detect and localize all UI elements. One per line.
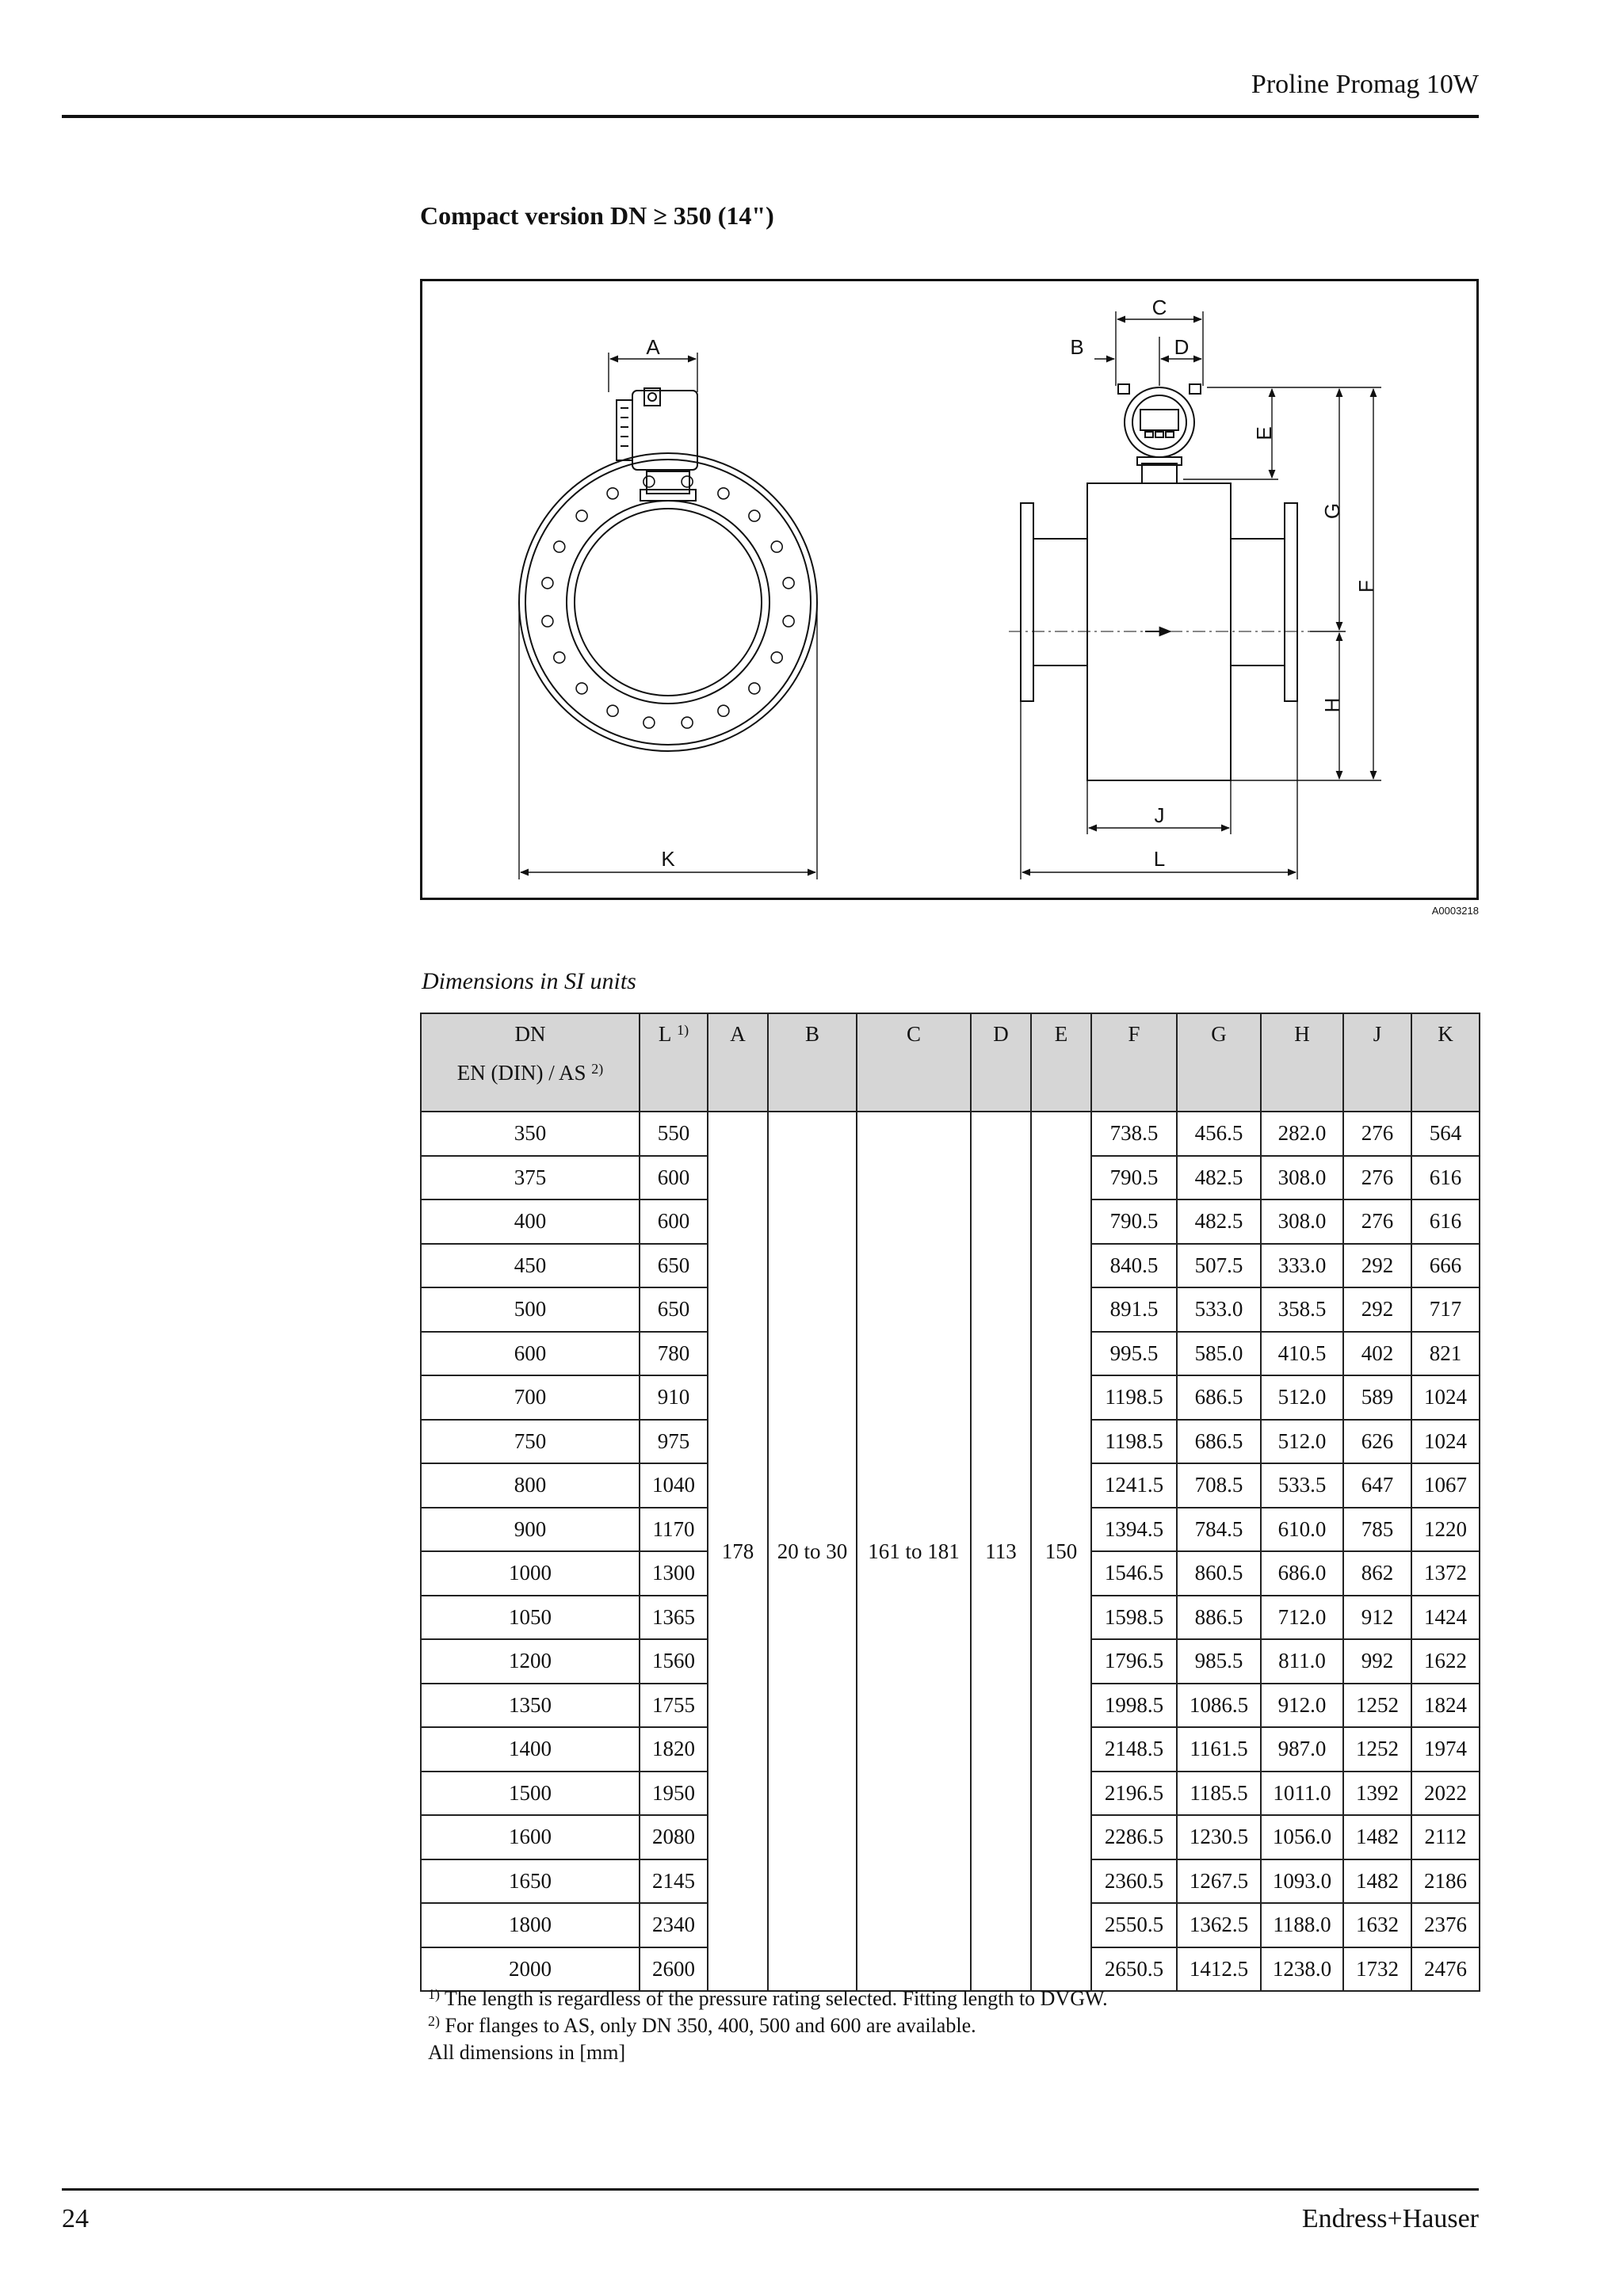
- drawing-code: A0003218: [1431, 905, 1479, 917]
- cell-dn: 1400: [421, 1727, 640, 1772]
- header-l: [640, 1013, 708, 1112]
- table-body: [421, 1112, 1480, 1991]
- cell-dn: 500: [421, 1287, 640, 1332]
- header-l-footnote: 1): [677, 1022, 689, 1038]
- cell-d: 113: [971, 1112, 1031, 1991]
- bolt-hole: [554, 541, 565, 552]
- cell-dn: 900: [421, 1508, 640, 1552]
- cell-h: 512.0: [1261, 1420, 1343, 1464]
- cell-l: 1365: [640, 1596, 708, 1640]
- cell-h: 912.0: [1261, 1684, 1343, 1728]
- cell-h: 512.0: [1261, 1375, 1343, 1420]
- cell-j: 1482: [1343, 1859, 1411, 1904]
- cell-j: 1482: [1343, 1815, 1411, 1859]
- bolt-hole: [542, 616, 553, 627]
- cell-l: 600: [640, 1199, 708, 1244]
- cell-dn: 350: [421, 1112, 640, 1156]
- bolt-hole: [771, 541, 782, 552]
- dim-label-b: B: [1070, 335, 1084, 359]
- cell-j: 1252: [1343, 1727, 1411, 1772]
- bolt-hole: [749, 510, 760, 521]
- cell-j: 626: [1343, 1420, 1411, 1464]
- cell-f: 1394.5: [1091, 1508, 1177, 1552]
- dim-label-e: E: [1252, 426, 1276, 441]
- cell-j: 276: [1343, 1156, 1411, 1200]
- side-view: [1009, 311, 1381, 879]
- cell-g: 1412.5: [1177, 1947, 1261, 1992]
- bolt-hole: [607, 705, 618, 716]
- cell-l: 780: [640, 1332, 708, 1376]
- cell-l: 600: [640, 1156, 708, 1200]
- cell-f: 738.5: [1091, 1112, 1177, 1156]
- cell-g: 482.5: [1177, 1199, 1261, 1244]
- cell-k: 1622: [1411, 1639, 1480, 1684]
- cell-g: 686.5: [1177, 1420, 1261, 1464]
- table-row: [421, 1112, 1480, 1156]
- cell-h: 1011.0: [1261, 1772, 1343, 1816]
- bolt-hole: [607, 488, 618, 499]
- cell-k: 616: [1411, 1156, 1480, 1200]
- header-dn: [421, 1013, 640, 1112]
- cell-dn: 1350: [421, 1684, 640, 1728]
- dim-label-k: K: [661, 847, 675, 871]
- cell-g: 1086.5: [1177, 1684, 1261, 1728]
- header-j: J: [1343, 1013, 1411, 1112]
- header-dn-footnote: 2): [591, 1061, 604, 1077]
- cell-g: 1185.5: [1177, 1772, 1261, 1816]
- cell-g: 860.5: [1177, 1551, 1261, 1596]
- cell-f: 1796.5: [1091, 1639, 1177, 1684]
- table-header-row: [421, 1013, 1480, 1112]
- cell-f: 840.5: [1091, 1244, 1177, 1288]
- cell-dn: 1650: [421, 1859, 640, 1904]
- cell-dn: 1200: [421, 1639, 640, 1684]
- cell-g: 585.0: [1177, 1332, 1261, 1376]
- cell-h: 410.5: [1261, 1332, 1343, 1376]
- dimensions-table: [420, 1013, 1480, 1992]
- front-view: [519, 353, 817, 879]
- cell-h: 987.0: [1261, 1727, 1343, 1772]
- cell-g: 482.5: [1177, 1156, 1261, 1200]
- cell-h: 533.5: [1261, 1463, 1343, 1508]
- cell-dn: 400: [421, 1199, 640, 1244]
- cell-k: 564: [1411, 1112, 1480, 1156]
- cell-dn: 1000: [421, 1551, 640, 1596]
- dim-label-h: H: [1320, 697, 1344, 713]
- cell-l: 1040: [640, 1463, 708, 1508]
- header-title: Proline Promag 10W: [1251, 70, 1479, 99]
- cell-g: 708.5: [1177, 1463, 1261, 1508]
- footnote-1-text: The length is regardless of the pressure rating selected. Fitting length to DVGW.: [445, 1987, 1108, 2010]
- cell-g: 1267.5: [1177, 1859, 1261, 1904]
- header-l-label: L: [658, 1022, 672, 1046]
- cell-e: 150: [1031, 1112, 1091, 1991]
- header-dn-line2: EN (DIN) / AS: [456, 1061, 586, 1085]
- header-a: A: [708, 1013, 768, 1112]
- bolt-hole: [643, 717, 655, 728]
- header-rule: [62, 115, 1479, 118]
- cell-dn: 450: [421, 1244, 640, 1288]
- cell-f: 2148.5: [1091, 1727, 1177, 1772]
- cell-f: 790.5: [1091, 1199, 1177, 1244]
- footnotes: [428, 1985, 1108, 2066]
- cell-k: 1372: [1411, 1551, 1480, 1596]
- bolt-hole: [682, 717, 693, 728]
- header-dn-line1: DN: [514, 1022, 546, 1046]
- header-h: H: [1261, 1013, 1343, 1112]
- cell-l: 2600: [640, 1947, 708, 1992]
- cell-h: 1188.0: [1261, 1903, 1343, 1947]
- bolt-hole: [749, 683, 760, 694]
- cell-k: 821: [1411, 1332, 1480, 1376]
- footer-rule: [62, 2188, 1479, 2191]
- cell-j: 992: [1343, 1639, 1411, 1684]
- cell-g: 456.5: [1177, 1112, 1261, 1156]
- cell-j: 292: [1343, 1244, 1411, 1288]
- table-caption: Dimensions in SI units: [422, 968, 636, 994]
- cell-g: 1230.5: [1177, 1815, 1261, 1859]
- cell-dn: 800: [421, 1463, 640, 1508]
- cell-h: 1238.0: [1261, 1947, 1343, 1992]
- cell-j: 912: [1343, 1596, 1411, 1640]
- cell-g: 985.5: [1177, 1639, 1261, 1684]
- cell-j: 1392: [1343, 1772, 1411, 1816]
- cell-l: 650: [640, 1287, 708, 1332]
- cell-k: 2476: [1411, 1947, 1480, 1992]
- cell-k: 1824: [1411, 1684, 1480, 1728]
- cell-k: 2022: [1411, 1772, 1480, 1816]
- bolt-hole: [554, 652, 565, 663]
- bolt-hole: [576, 683, 587, 694]
- footnote-units: All dimensions in [mm]: [428, 2041, 626, 2064]
- header-f: F: [1091, 1013, 1177, 1112]
- bolt-hole: [576, 510, 587, 521]
- cell-k: 666: [1411, 1244, 1480, 1288]
- dim-label-a: A: [646, 335, 660, 359]
- cell-f: 2286.5: [1091, 1815, 1177, 1859]
- footer-brand: Endress+Hauser: [1301, 2204, 1479, 2233]
- cell-dn: 700: [421, 1375, 640, 1420]
- cell-g: 886.5: [1177, 1596, 1261, 1640]
- cell-h: 308.0: [1261, 1199, 1343, 1244]
- header-b: B: [768, 1013, 857, 1112]
- bolt-hole: [643, 476, 655, 487]
- cell-f: 2360.5: [1091, 1859, 1177, 1904]
- cell-f: 1241.5: [1091, 1463, 1177, 1508]
- cell-l: 1820: [640, 1727, 708, 1772]
- cell-j: 292: [1343, 1287, 1411, 1332]
- bolt-hole: [682, 476, 693, 487]
- cell-b: 20 to 30: [768, 1112, 857, 1991]
- cell-dn: 375: [421, 1156, 640, 1200]
- cell-l: 1170: [640, 1508, 708, 1552]
- header-c: C: [857, 1013, 971, 1112]
- cell-j: 785: [1343, 1508, 1411, 1552]
- bolt-hole: [542, 578, 553, 589]
- dim-label-l: L: [1153, 847, 1166, 871]
- cell-h: 1093.0: [1261, 1859, 1343, 1904]
- cell-g: 686.5: [1177, 1375, 1261, 1420]
- dim-label-d: D: [1174, 335, 1190, 359]
- cell-f: 1598.5: [1091, 1596, 1177, 1640]
- cell-k: 2112: [1411, 1815, 1480, 1859]
- cell-f: 2650.5: [1091, 1947, 1177, 1992]
- cell-h: 308.0: [1261, 1156, 1343, 1200]
- cell-g: 507.5: [1177, 1244, 1261, 1288]
- footnote-1: [428, 1985, 1108, 2012]
- cell-h: 811.0: [1261, 1639, 1343, 1684]
- bolt-hole: [783, 616, 794, 627]
- cell-h: 358.5: [1261, 1287, 1343, 1332]
- cell-j: 589: [1343, 1375, 1411, 1420]
- dim-label-j: J: [1154, 803, 1165, 827]
- cell-g: 784.5: [1177, 1508, 1261, 1552]
- cell-l: 2340: [640, 1903, 708, 1947]
- footnote-1-marker: 1): [428, 1986, 440, 2002]
- cell-l: 2145: [640, 1859, 708, 1904]
- cell-h: 686.0: [1261, 1551, 1343, 1596]
- bolt-hole: [771, 652, 782, 663]
- cell-l: 2080: [640, 1815, 708, 1859]
- cell-j: 276: [1343, 1199, 1411, 1244]
- cell-dn: 1050: [421, 1596, 640, 1640]
- cell-h: 610.0: [1261, 1508, 1343, 1552]
- dim-label-f: F: [1354, 580, 1378, 593]
- cell-k: 1024: [1411, 1420, 1480, 1464]
- cell-l: 975: [640, 1420, 708, 1464]
- cell-k: 1067: [1411, 1463, 1480, 1508]
- bolt-hole: [783, 578, 794, 589]
- header-g: G: [1177, 1013, 1261, 1112]
- header-d: D: [971, 1013, 1031, 1112]
- cell-k: 1220: [1411, 1508, 1480, 1552]
- cell-f: 995.5: [1091, 1332, 1177, 1376]
- cell-j: 647: [1343, 1463, 1411, 1508]
- cell-g: 1161.5: [1177, 1727, 1261, 1772]
- cell-j: 1732: [1343, 1947, 1411, 1992]
- cell-l: 1560: [640, 1639, 708, 1684]
- cell-k: 1424: [1411, 1596, 1480, 1640]
- cell-k: 616: [1411, 1199, 1480, 1244]
- cell-l: 1300: [640, 1551, 708, 1596]
- cell-c: 161 to 181: [857, 1112, 971, 1991]
- footnote-2-marker: 2): [428, 2013, 440, 2029]
- footnote-2: [428, 2012, 1108, 2039]
- cell-a: 178: [708, 1112, 768, 1991]
- cell-f: 1998.5: [1091, 1684, 1177, 1728]
- cell-h: 282.0: [1261, 1112, 1343, 1156]
- cell-j: 402: [1343, 1332, 1411, 1376]
- cell-f: 891.5: [1091, 1287, 1177, 1332]
- cell-f: 790.5: [1091, 1156, 1177, 1200]
- cell-f: 2196.5: [1091, 1772, 1177, 1816]
- cell-k: 717: [1411, 1287, 1480, 1332]
- cell-g: 533.0: [1177, 1287, 1261, 1332]
- section-title: Compact version DN ≥ 350 (14"): [420, 201, 774, 230]
- dim-label-g: G: [1320, 502, 1344, 520]
- page-number: 24: [62, 2204, 89, 2233]
- cell-k: 1974: [1411, 1727, 1480, 1772]
- cell-l: 650: [640, 1244, 708, 1288]
- cell-dn: 600: [421, 1332, 640, 1376]
- cell-h: 712.0: [1261, 1596, 1343, 1640]
- cell-j: 862: [1343, 1551, 1411, 1596]
- cell-f: 1546.5: [1091, 1551, 1177, 1596]
- cell-k: 2376: [1411, 1903, 1480, 1947]
- cell-f: 1198.5: [1091, 1375, 1177, 1420]
- dim-label-c: C: [1151, 296, 1167, 319]
- cell-f: 2550.5: [1091, 1903, 1177, 1947]
- cell-l: 1950: [640, 1772, 708, 1816]
- cell-k: 2186: [1411, 1859, 1480, 1904]
- cell-dn: 2000: [421, 1947, 640, 1992]
- bolt-hole: [718, 488, 729, 499]
- cell-g: 1362.5: [1177, 1903, 1261, 1947]
- cell-j: 1252: [1343, 1684, 1411, 1728]
- cell-h: 333.0: [1261, 1244, 1343, 1288]
- cell-dn: 1500: [421, 1772, 640, 1816]
- dimension-drawing: [420, 279, 1479, 900]
- header-k: K: [1411, 1013, 1480, 1112]
- cell-k: 1024: [1411, 1375, 1480, 1420]
- cell-l: 910: [640, 1375, 708, 1420]
- cell-l: 550: [640, 1112, 708, 1156]
- cell-l: 1755: [640, 1684, 708, 1728]
- cell-dn: 1600: [421, 1815, 640, 1859]
- cell-j: 276: [1343, 1112, 1411, 1156]
- footnote-2-text: For flanges to AS, only DN 350, 400, 500 and 600 are available.: [445, 2014, 976, 2037]
- header-e: E: [1031, 1013, 1091, 1112]
- cell-h: 1056.0: [1261, 1815, 1343, 1859]
- cell-j: 1632: [1343, 1903, 1411, 1947]
- cell-dn: 1800: [421, 1903, 640, 1947]
- cell-dn: 750: [421, 1420, 640, 1464]
- bolt-hole: [718, 705, 729, 716]
- cell-f: 1198.5: [1091, 1420, 1177, 1464]
